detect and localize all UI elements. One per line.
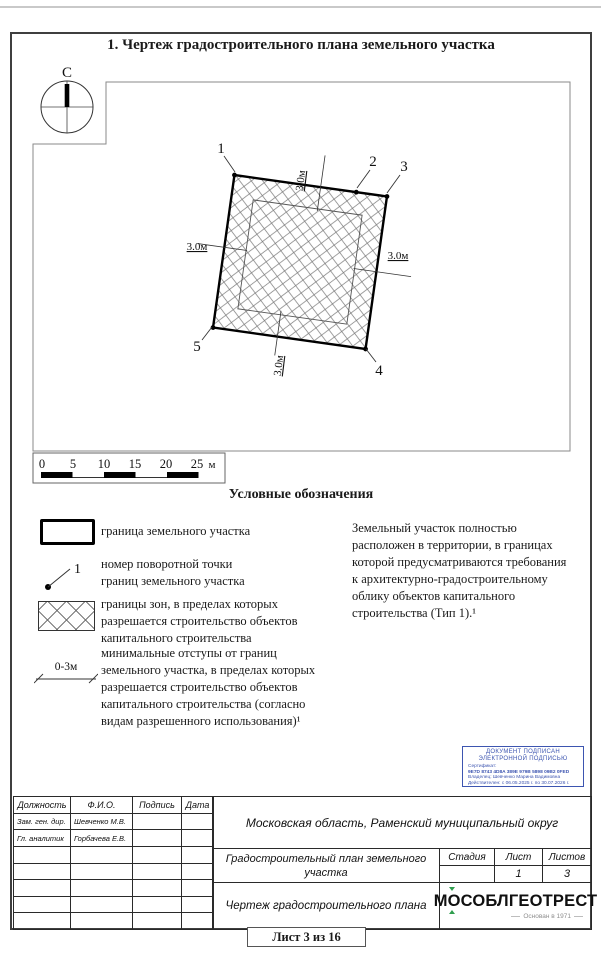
- legend-symbol-setback: [34, 658, 98, 686]
- sheets-value: 3: [542, 865, 592, 883]
- point-label-1: 1: [217, 141, 225, 157]
- legend-label: видам разрешенного использования)¹: [101, 714, 301, 728]
- legend-label: граница земельного участка: [101, 524, 251, 538]
- note-line: которой предусматриваются требования: [352, 555, 567, 569]
- parcel-boundary: [213, 175, 387, 349]
- legend-symbol-turning-point: [40, 554, 98, 594]
- legend-title: Условные обозначения: [228, 487, 374, 502]
- point-label-2: 2: [369, 154, 377, 170]
- scale-tick: 0: [38, 457, 46, 471]
- note-line: строительства (Тип 1).¹: [352, 606, 476, 620]
- table-cell: [182, 847, 214, 864]
- dim-label-right: 3.0м: [387, 250, 409, 262]
- table-cell: [71, 864, 133, 881]
- legend-symbol-parcel-boundary: [40, 519, 95, 545]
- table-cell: [71, 897, 133, 914]
- table-cell: [71, 913, 133, 930]
- note-line: к архитектурно-градостроительному: [352, 572, 548, 586]
- table-cell: [133, 847, 182, 864]
- page-title: 1. Чертеж градостроительного плана земельного участка: [107, 37, 495, 53]
- leader-line: [366, 349, 376, 362]
- table-cell: [14, 864, 71, 881]
- table-cell: [133, 897, 182, 914]
- table-cell: Гл. аналитик: [14, 830, 71, 847]
- table-cell: [71, 847, 133, 864]
- note-line: расположен в территории, в границах: [352, 538, 553, 552]
- col-header: Должность: [14, 797, 71, 814]
- legend-symbol-construction-zone: [38, 601, 95, 631]
- table-cell: [182, 864, 214, 881]
- tagline-dash: [511, 916, 520, 917]
- point-label-4: 4: [375, 363, 383, 379]
- leader-line: [202, 327, 212, 340]
- sheet-number-box: Лист 3 из 16: [247, 927, 366, 947]
- table-cell: [14, 897, 71, 914]
- legend-label: капитального строительства: [101, 631, 252, 645]
- table-cell: [182, 830, 214, 847]
- dim-label-top: 3.0м: [293, 169, 309, 192]
- scale-unit: м: [208, 459, 216, 471]
- legend-label: минимальные отступы от границ: [101, 646, 277, 660]
- legend-label: границы зон, в пределах которых: [101, 597, 278, 611]
- stamp-title: ДОКУМЕНТ ПОДПИСАН: [486, 749, 560, 755]
- note-line: облику объектов капитального: [352, 589, 516, 603]
- territory-note: [352, 520, 590, 622]
- stamp-validity: Действителен: с 06.05.2025 г. по 30.07.2026 г.: [468, 780, 570, 786]
- logo-arrow-icon: [449, 887, 455, 891]
- dim-label-left: 3.0м: [186, 241, 208, 253]
- table-cell: [182, 913, 214, 930]
- table-cell: [14, 847, 71, 864]
- sheet-value: 1: [494, 865, 543, 883]
- compass-north-label: С: [61, 65, 73, 81]
- tagline-dash: [574, 916, 583, 917]
- drawing-name-cell: Чертеж градостроительного плана: [212, 882, 440, 930]
- table-cell: [182, 814, 214, 831]
- company-logo-cell: [433, 882, 598, 930]
- location-cell: Московская область, Раменский муниципальный округ: [212, 796, 592, 849]
- sheet-header: Лист: [494, 848, 543, 866]
- company-name: МОСОБЛГЕОТРЕСТ: [433, 892, 598, 910]
- table-cell: [133, 880, 182, 897]
- scale-tick: 20: [159, 457, 173, 471]
- legend-symbol-setback-label: 0-3м: [54, 661, 78, 673]
- scale-tick: 5: [69, 457, 77, 471]
- table-cell: [71, 880, 133, 897]
- site-plan-drawing: [0, 55, 601, 485]
- table-cell: [182, 880, 214, 897]
- table-cell: Шевченко М.В.: [71, 814, 133, 831]
- sheets-header: Листов: [542, 848, 592, 866]
- col-header: Подпись: [133, 797, 182, 814]
- table-cell: Зам. ген. дир.: [14, 814, 71, 831]
- table-cell: Горбачева Е.В.: [71, 830, 133, 847]
- table-cell: [14, 880, 71, 897]
- col-header: Ф.И.О.: [71, 797, 133, 814]
- point-label-3: 3: [400, 159, 408, 175]
- table-cell: [133, 830, 182, 847]
- document-name-line: Градостроительный план земельного: [225, 852, 427, 865]
- legend-label: разрешается строительство объектов: [101, 680, 298, 694]
- document-name-cell: [212, 848, 440, 883]
- logo-arrow-icon: [449, 910, 455, 914]
- stamp-title: ЭЛЕКТРОННОЙ ПОДПИСЬЮ: [478, 756, 568, 762]
- signature-table: [13, 796, 213, 930]
- legend-label: разрешается строительство объектов: [101, 614, 298, 628]
- leader-line: [224, 156, 235, 172]
- scale-tick: 25: [190, 457, 204, 471]
- stage-value: [439, 865, 495, 883]
- legend-label: земельного участка, в пределах которых: [101, 663, 316, 677]
- table-cell: [133, 913, 182, 930]
- leader-line: [357, 170, 370, 188]
- compass-north-icon: [41, 65, 93, 133]
- note-line: Земельный участок полностью: [352, 521, 517, 535]
- stamp-cert-label: Сертификат:: [468, 764, 497, 769]
- legend-symbol-number: 1: [74, 562, 81, 577]
- scale-tick: 10: [97, 457, 111, 471]
- legend-label: номер поворотной точки: [101, 557, 233, 571]
- table-cell: [182, 897, 214, 914]
- leader-line: [387, 175, 400, 193]
- point-label-5: 5: [193, 339, 201, 355]
- company-logo: [434, 892, 598, 910]
- legend-label: капитального строительства (согласно: [101, 697, 306, 711]
- scale-bar: [33, 453, 225, 483]
- tagline-text: Основан в 1971: [523, 913, 571, 920]
- table-cell: [133, 814, 182, 831]
- table-cell: [133, 864, 182, 881]
- table-cell: [14, 913, 71, 930]
- col-header: Дата: [182, 797, 214, 814]
- stage-header: Стадия: [439, 848, 495, 866]
- legend-label: границ земельного участка: [101, 574, 245, 588]
- document-name-line: участка: [304, 866, 348, 879]
- digital-signature-stamp: [462, 746, 584, 787]
- scale-tick: 15: [128, 457, 142, 471]
- dim-label-bottom: 3.0м: [271, 354, 287, 377]
- top-separator-line: [0, 6, 601, 8]
- stamp-owner: Владелец: Шевченко Марина Вадимовна: [468, 775, 561, 781]
- stamp-cert-number: 9E7D 8743 4D8A 389E 979B 5898 09B2 0FED: [468, 769, 570, 775]
- company-tagline: [511, 913, 583, 920]
